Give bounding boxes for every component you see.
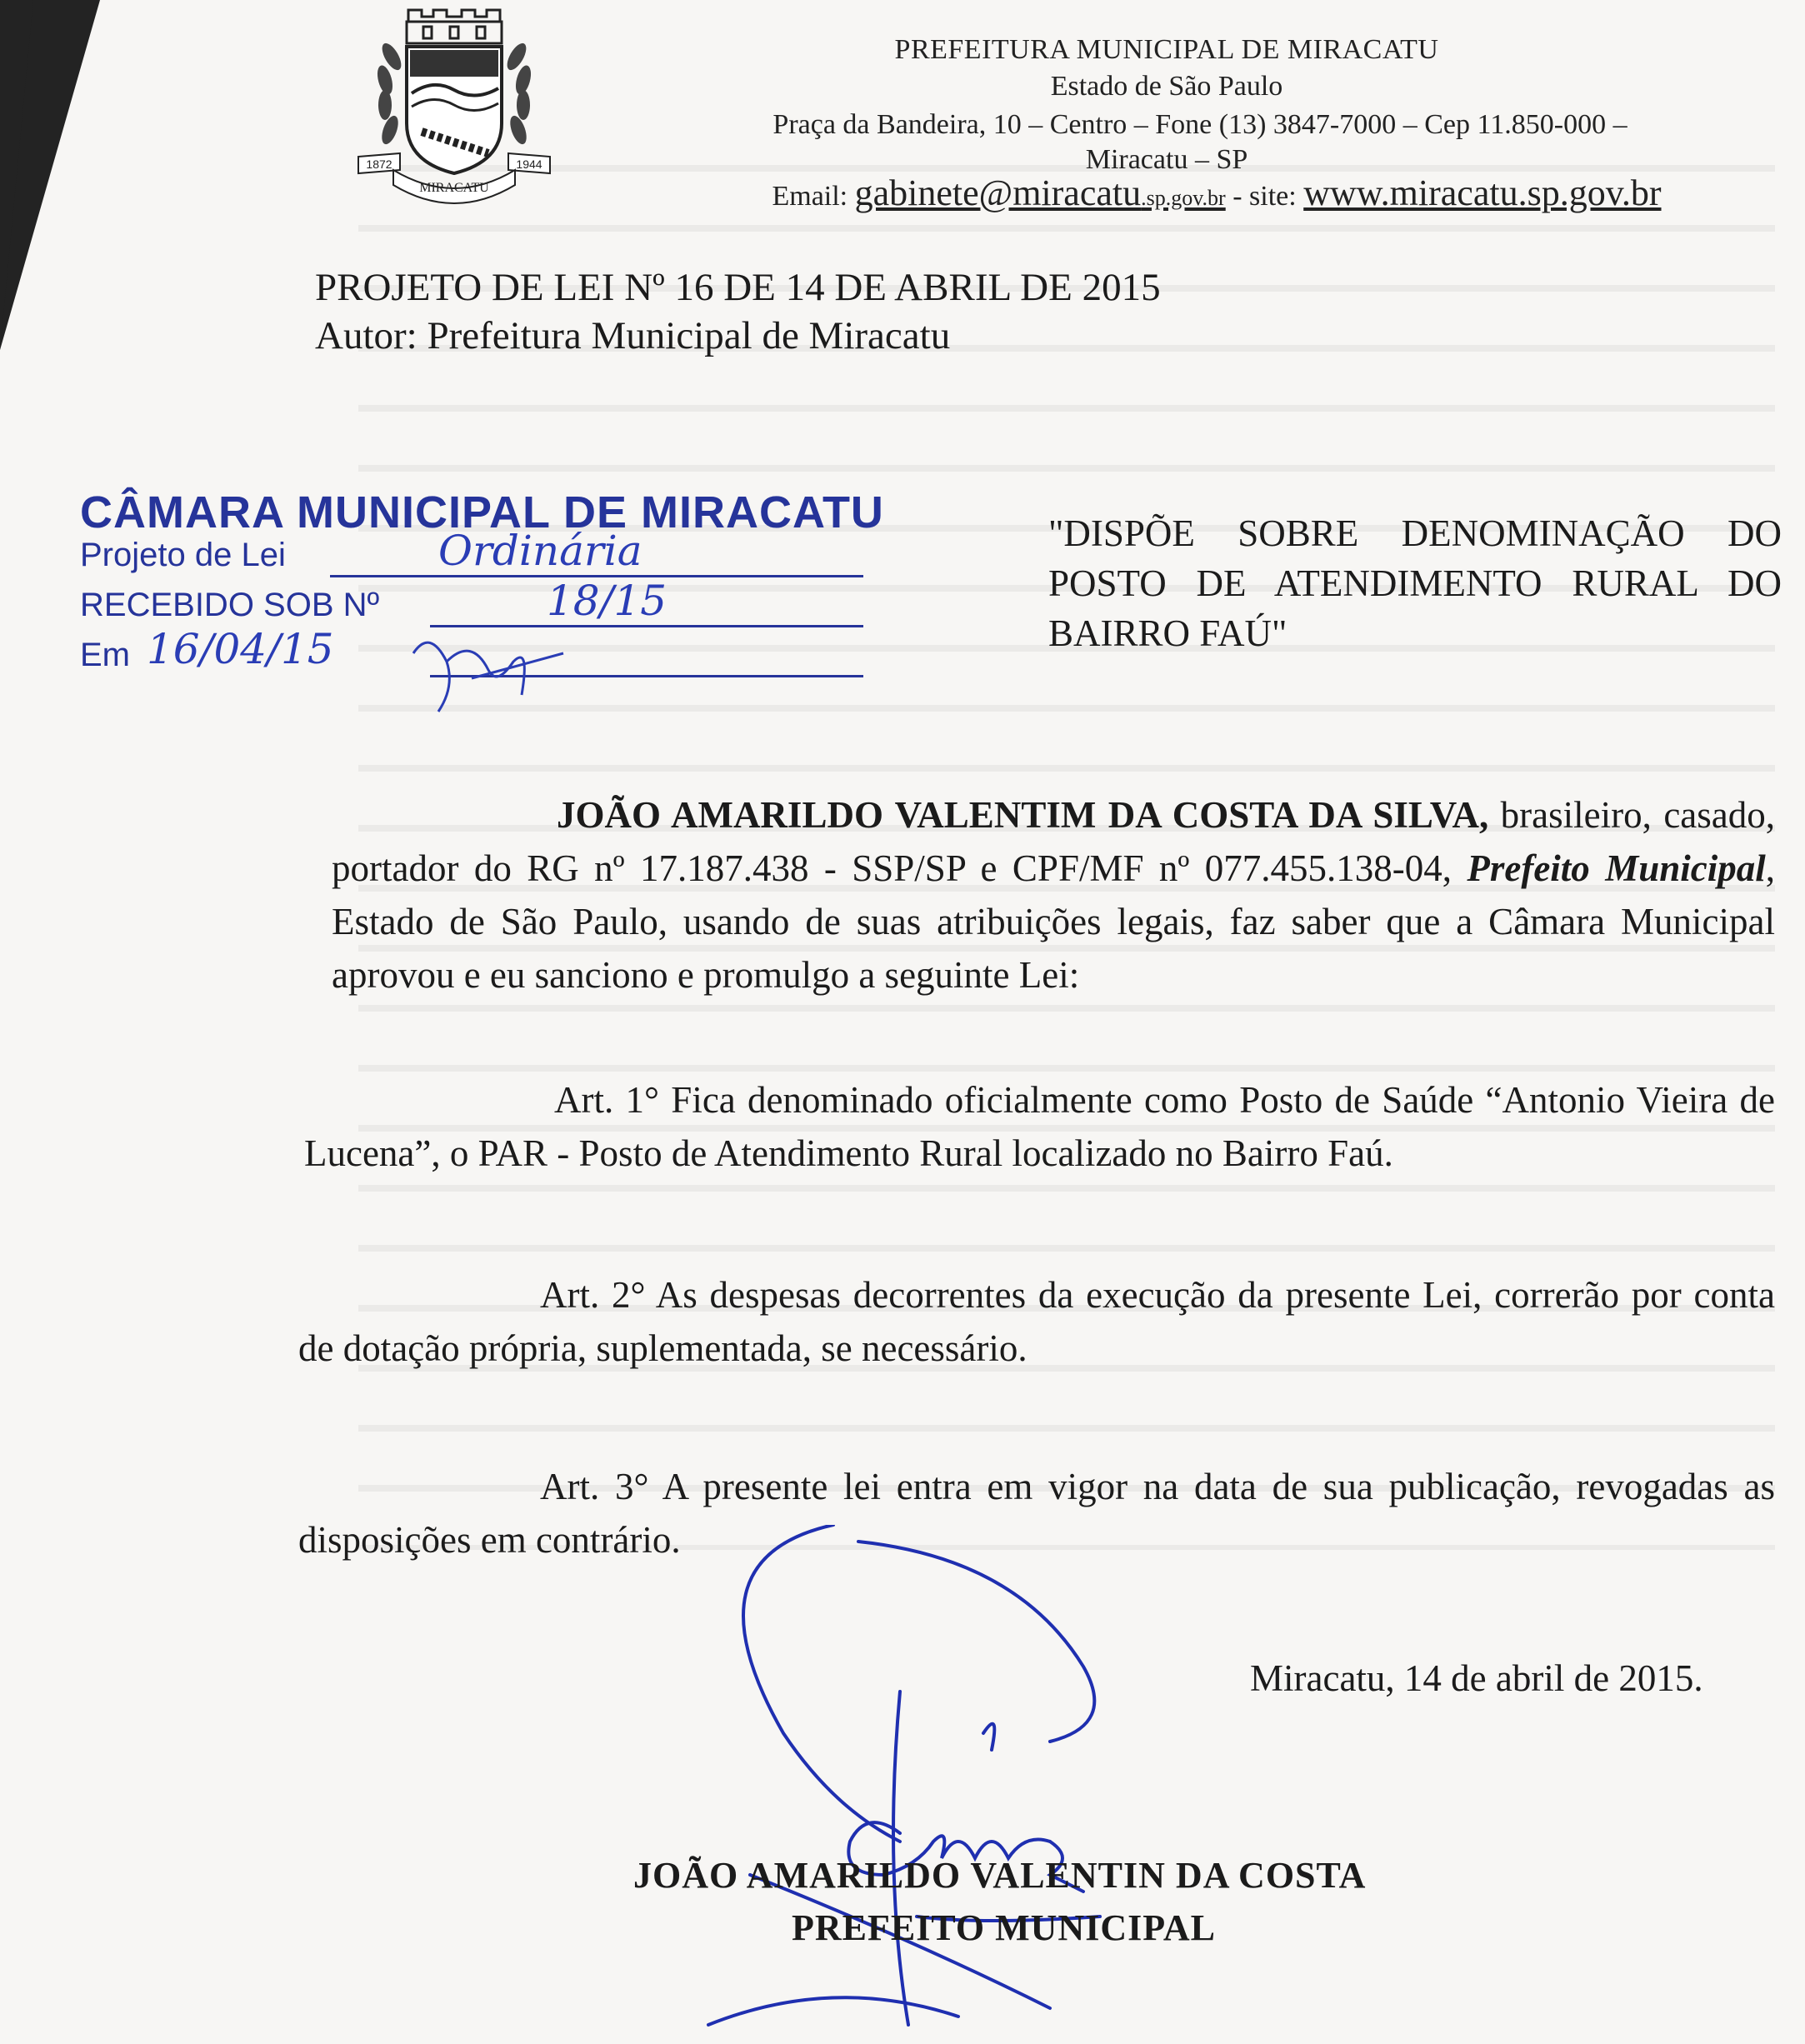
document-title: PROJETO DE LEI Nº 16 DE 14 DE ABRIL DE 2015 bbox=[315, 266, 1161, 309]
site-link[interactable]: www.miracatu.sp.gov.br bbox=[1303, 172, 1662, 213]
document-author: Autor: Prefeitura Municipal de Miracatu bbox=[315, 314, 951, 357]
stamp-title: CÂMARA MUNICIPAL DE MIRACATU bbox=[80, 487, 884, 537]
stamp-projeto-value: Ordinária bbox=[438, 527, 642, 575]
site-label: - site: bbox=[1232, 181, 1297, 212]
email-user: gabinete@miracatu bbox=[854, 172, 1142, 213]
header-address: Praça da Bandeira, 10 – Centro – Fone (13) 3847-7000 – Cep 11.850-000 – bbox=[772, 109, 1628, 140]
email-label: Email: bbox=[772, 181, 848, 212]
header-state: Estado de São Paulo bbox=[1050, 71, 1283, 102]
preamble-text-1: brasileiro, casado, portador do RG nº 17.187.438 - SSP/SP e CPF/MF nº 077.455.138-04, bbox=[332, 794, 1776, 889]
crest-city-name: MIRACATU bbox=[419, 181, 489, 195]
email-domain: .sp.gov.br bbox=[1141, 186, 1226, 210]
scan-fold-edge bbox=[0, 0, 33, 350]
stamp-initials-scribble bbox=[397, 620, 597, 720]
stamp-recebido-value: 18/15 bbox=[547, 577, 668, 625]
preamble-text-2: , Estado de São Paulo, usando de suas atribuições legais, faz saber que a Câmara Municipal aprovou e eu sanciono e promulgo a seguinte Lei: bbox=[332, 847, 1775, 996]
header-city: Miracatu – SP bbox=[1085, 144, 1248, 175]
municipal-crest-logo bbox=[342, 7, 567, 207]
stamp-projeto-label: Projeto de Lei bbox=[80, 537, 286, 573]
mayor-role: Prefeito Municipal bbox=[1467, 847, 1766, 889]
signing-date: Miracatu, 14 de abril de 2015. bbox=[1250, 1657, 1703, 1699]
handwritten-signature bbox=[583, 1525, 1250, 2042]
signatory-role: PREFEITO MUNICIPAL bbox=[792, 1907, 1216, 1948]
article-3: Art. 3° A presente lei entra em vigor na data de sua publicação, revogadas as disposições em contrário. bbox=[298, 1466, 1775, 1561]
stamp-recebido-label: RECEBIDO SOB Nº bbox=[80, 587, 380, 623]
stamp-em-label: Em bbox=[80, 637, 130, 673]
crest-year-right: 1944 bbox=[516, 157, 542, 171]
header-institution: PREFEITURA MUNICIPAL DE MIRACATU bbox=[894, 34, 1439, 65]
law-ementa: "DISPÕE SOBRE DENOMINAÇÃO DO POSTO DE ATENDIMENTO RURAL DO BAIRRO FAÚ" bbox=[1048, 512, 1782, 654]
header-contacts bbox=[675, 172, 1758, 215]
crest-year-left: 1872 bbox=[366, 157, 392, 171]
receipt-stamp bbox=[80, 487, 884, 678]
article-1: Art. 1° Fica denominado oficialmente como Posto de Saúde “Antonio Vieira de Lucena”, o PAR - Posto de Atendimento Rural localizado no Bairro Faú. bbox=[304, 1079, 1775, 1174]
signatory-name: JOÃO AMARILDO VALENTIN DA COSTA bbox=[633, 1855, 1367, 1896]
preamble-paragraph bbox=[332, 788, 1775, 1002]
email-link[interactable] bbox=[855, 172, 1226, 213]
stamp-em-value: 16/04/15 bbox=[147, 625, 334, 673]
article-2: Art. 2° As despesas decorrentes da execução da presente Lei, correrão por conta de dotação própria, suplementada, se necessário. bbox=[298, 1274, 1775, 1369]
mayor-full-name: JOÃO AMARILDO VALENTIM DA COSTA DA SILVA, bbox=[557, 794, 1489, 836]
